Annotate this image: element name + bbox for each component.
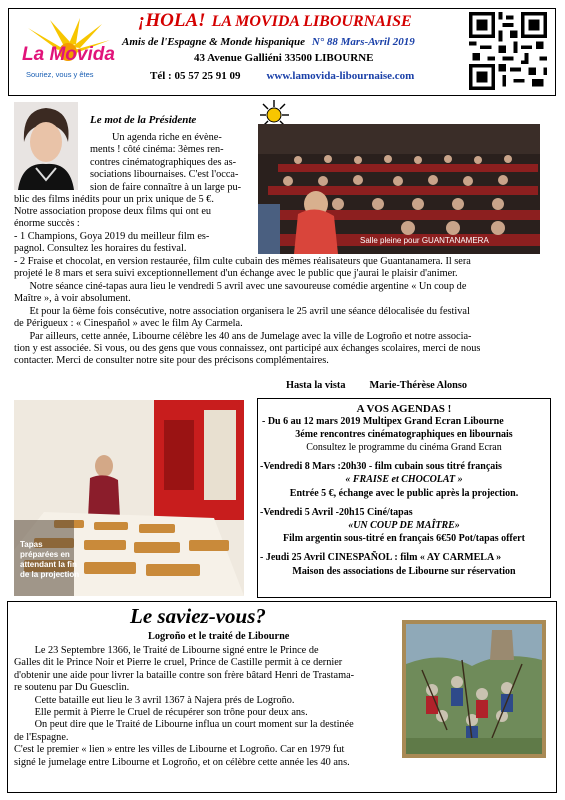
president-section-title: Le mot de la Présidente: [90, 114, 197, 126]
agenda-title: A VOS AGENDAS !: [356, 403, 452, 415]
agenda-line: Consultez le programme du cinéma Grand Ecran: [306, 442, 502, 453]
text-line: Cette bataille eut lieu le 3 avril 1367 à Najera prés de Logroño.: [14, 694, 295, 706]
text-line: projeté le 8 mars et sera suivi exceptionnellement d'un échange avec le public que j'aurai le plaisir d'animer.: [14, 268, 458, 280]
signature-line: [286, 380, 467, 391]
text-line: On peut dire que le Traité de Libourne influa un court moment sur la destinée: [14, 719, 354, 731]
president-photo: [14, 102, 78, 190]
newsletter-title: [138, 10, 412, 32]
agenda-line: « FRAISE et CHOCOLAT »: [345, 474, 463, 485]
agenda-line: - Jeudi 25 Avril CINESPAÑOL : film « AY CARMELA »: [260, 552, 502, 563]
text-line: sociations libournaises. C'est l'occa-: [90, 169, 239, 181]
saviez-vous-subtitle: Logroño et le traité de Libourne: [148, 631, 290, 642]
issue-number: N° 88 Mars-Avril 2019: [311, 36, 415, 48]
text-line: Tapas: [20, 540, 43, 549]
agenda-line: -Vendredi 5 Avril -20h15 Ciné/tapas: [260, 507, 413, 518]
address: 43 Avenue Galliéni 33500 LIBOURNE: [194, 52, 374, 64]
president-intro: [90, 132, 241, 194]
agenda-line: «UN COUP DE MAÎTRE»: [348, 520, 460, 531]
text-line: re soutenu par Du Guesclin.: [14, 682, 130, 694]
telephone: Tél : 05 57 25 91 09: [150, 70, 241, 82]
saviez-vous-title: Le saviez-vous?: [130, 604, 266, 628]
president-body-a: [14, 206, 471, 280]
closing: Hasta la vista: [286, 380, 346, 391]
text-line: Notre séance ciné-tapas aura lieu le vendredi 5 avril avec une savoureuse comédie argentine « Un coup de: [14, 281, 467, 292]
text-line: Par ailleurs, cette année, Libourne célèbre les 40 ans de Jumelage avec la ville de Logroño et notre associa-: [14, 330, 472, 342]
text-line: d'obtenir une aide pour livrer la bataille contre son frère bâtard Henri de Trastama-: [14, 669, 355, 681]
text-line: préparées en: [20, 550, 70, 559]
text-line: - 2 Fraise et chocolat, en version restaurée, film culte cubain des mêmes réalisateurs que Guantanamera. Il sera: [14, 255, 471, 267]
agenda-line: Maison des associations de Libourne sur réservation: [292, 566, 516, 577]
contact-line: [150, 70, 414, 82]
text-line: Elle permit à Pierre le Cruel de récupérer son trône pour deux ans.: [14, 707, 308, 719]
logo-tagline: Souriez, vous y êtes: [26, 70, 94, 79]
text-line: signé le jumelage entre Libourne et Logroño, et on célèbre cette année les 40 ans.: [14, 756, 350, 768]
website-link[interactable]: www.lamovida-libournaise.com: [266, 70, 415, 82]
agenda-line: Entrée 5 €, échange avec le public après la projection.: [289, 488, 519, 499]
agenda-line: -Vendredi 8 Mars :20h30 - film cubain sous titré français: [260, 461, 502, 472]
agenda-line: - Du 6 au 12 mars 2019 Multipex Grand Ecran Libourne: [262, 416, 504, 427]
subtitle: Amis de l'Espagne & Monde hispanique: [122, 36, 306, 48]
text-line: pagnol. Consultez les horaires du festival.: [14, 243, 187, 255]
text-line: Galles dit le Prince Noir et Pierre le cruel, Prince de Castille permit à ce dernier: [14, 657, 343, 669]
text-line: sion de faire connaître à un large pu-: [90, 181, 242, 193]
text-line: Un agenda riche en évène-: [112, 132, 222, 143]
cinema-photo-caption: Salle pleine pour GUANTANAMERA: [360, 236, 489, 245]
saviez-vous-text: [14, 645, 354, 769]
agenda-line: Film argentin sous-titré en français 6€50 Pot/tapas offert: [283, 533, 525, 544]
text-line: énorme succès :: [14, 218, 80, 230]
text-line: blic des films inédits pour un prix unique de 5 €.: [14, 194, 214, 205]
text-line: Maître », à voir absolument.: [14, 293, 131, 305]
text-line: contacter. Merci de consulter notre site pour des précisons complémentaires.: [14, 355, 329, 367]
title-hola: ¡HOLA!: [138, 10, 206, 31]
text-line: tion y est associée. Si vous, ou des gens que vous connaissez, ont participé aux échanges scolaires, merci de nous: [14, 343, 481, 355]
subtitle-line: [122, 36, 415, 48]
title-sub: LA MOVIDA LIBOURNAISE: [211, 13, 412, 30]
text-line: Le 23 Septembre 1366, le Traité de Libourne signé entre le Prince de: [14, 645, 319, 656]
text-line: de la projection: [20, 570, 80, 579]
signature-name: Marie-Thérèse Alonso: [369, 380, 468, 391]
logo-text: La Movida: [22, 44, 115, 65]
qr-code[interactable]: [469, 12, 547, 90]
text-line: Et pour la 6ème fois consécutive, notre association organisera le 25 avril une séance délocalisée du festival: [14, 305, 470, 317]
text-line: ments ! côté cinéma: 3èmes ren-: [90, 144, 224, 156]
medieval-battle-painting: [402, 620, 546, 758]
text-line: contres cinématographiques des as-: [90, 156, 237, 168]
president-body-b: [14, 281, 480, 368]
text-line: Notre association propose deux films qui ont eu: [14, 206, 212, 217]
tapas-caption: [20, 540, 79, 580]
agenda-line: 3éme rencontres cinématographiques en libournais: [295, 429, 513, 440]
text-line: C'est le premier « lien » entre les villes de Libourne et Logroño. Car en 1979 fut: [14, 744, 345, 756]
text-line: attendant la fin: [20, 560, 77, 569]
text-line: de Périgueux : « Cinespañol » avec le film Ay Carmela.: [14, 318, 243, 330]
text-line: - 1 Champions, Goya 2019 du meilleur film es-: [14, 230, 210, 242]
text-line: de l'Espagne.: [14, 731, 69, 743]
